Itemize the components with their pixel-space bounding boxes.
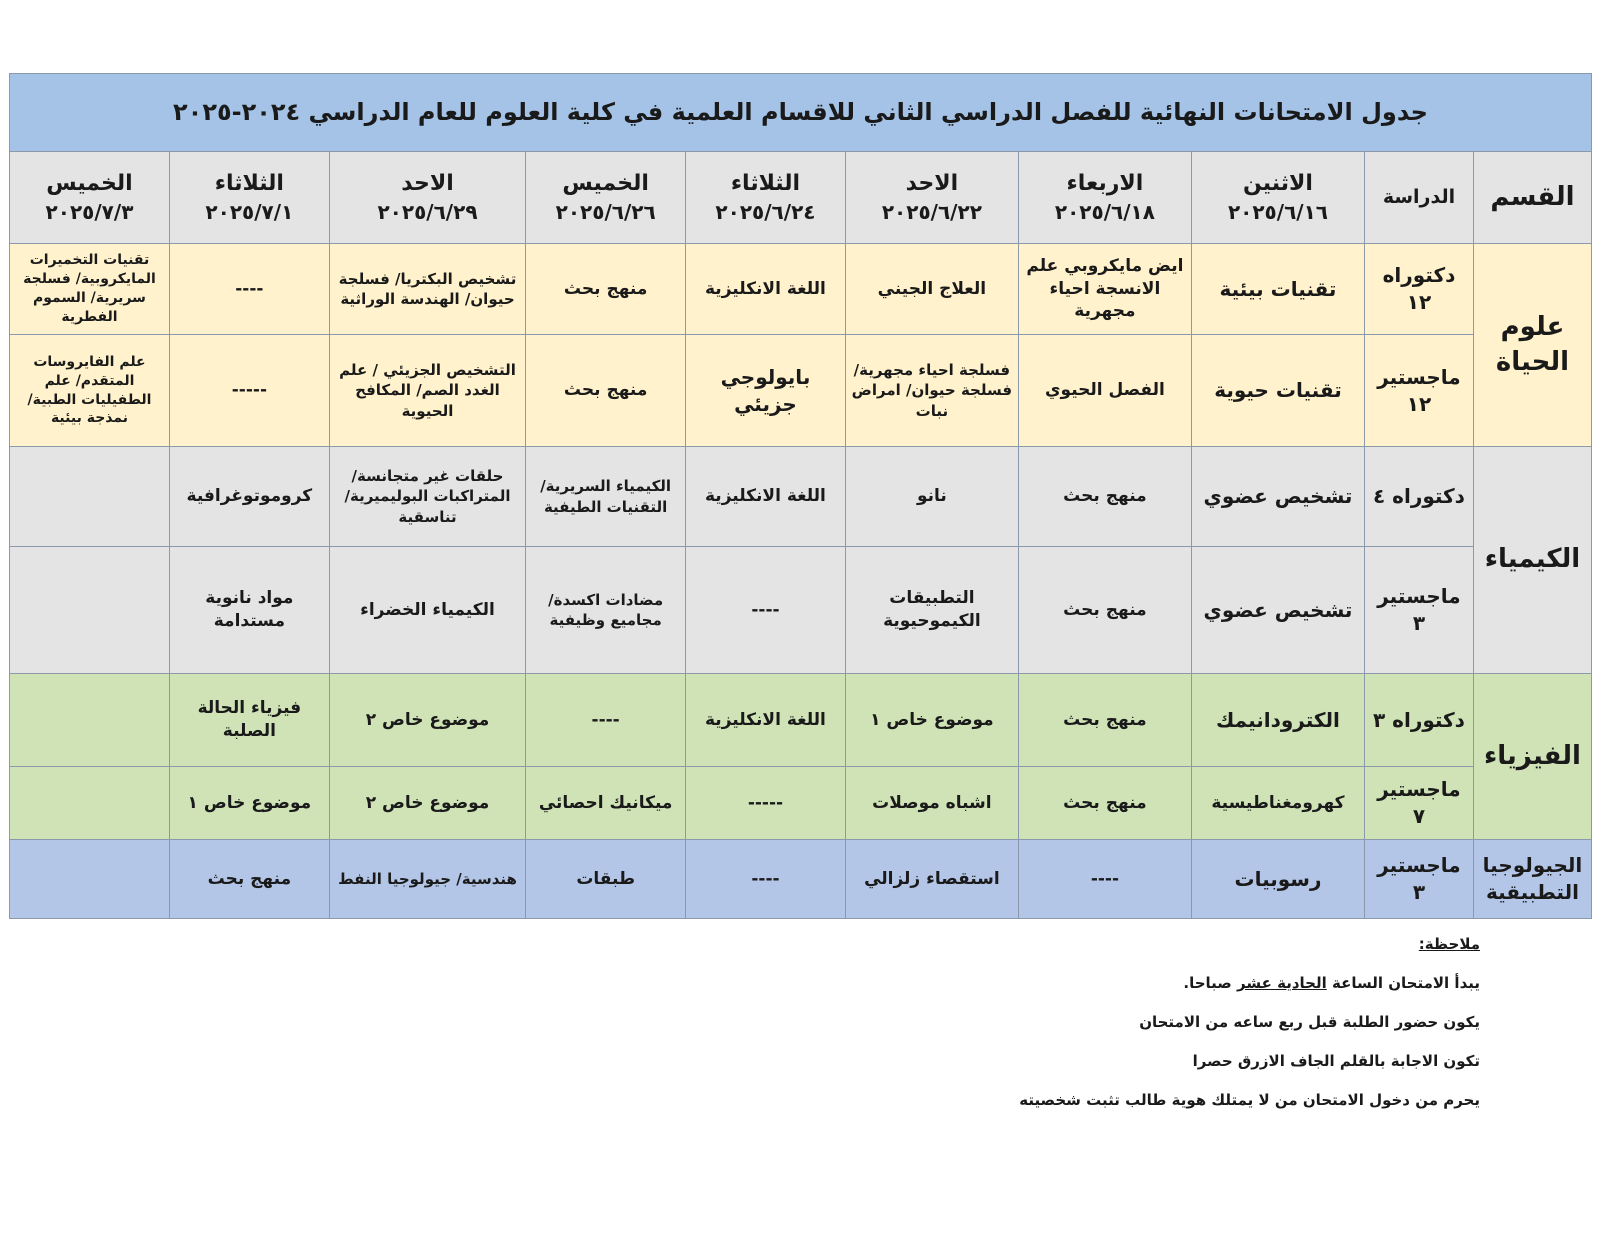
exam-cell: منهج بحث bbox=[1018, 547, 1191, 674]
exam-cell bbox=[10, 674, 170, 767]
note-line: تكون الاجابة بالقلم الجاف الازرق حصرا bbox=[1192, 1052, 1480, 1070]
note-text: صباحا. bbox=[1183, 974, 1232, 992]
day-header: الثلاثاء ٢٠٢٥/٧/١ bbox=[169, 152, 329, 244]
study-level: دكتوراه ١٢ bbox=[1365, 244, 1474, 335]
dept-life-sciences: علوم الحياة bbox=[1473, 244, 1591, 447]
day-header: الاحد ٢٠٢٥/٦/٢٩ bbox=[329, 152, 525, 244]
exam-cell: منهج بحث bbox=[526, 244, 686, 335]
exam-cell: بايولوجي جزيئي bbox=[686, 335, 846, 447]
exam-cell: مواد نانوية مستدامة bbox=[169, 547, 329, 674]
dept-chemistry: الكيمياء bbox=[1473, 447, 1591, 674]
exam-cell: ---- bbox=[686, 840, 846, 919]
exam-cell bbox=[10, 447, 170, 547]
exam-cell bbox=[10, 547, 170, 674]
exam-cell: كهرومغناطيسية bbox=[1191, 767, 1364, 840]
exam-cell: الكيمياء الخضراء bbox=[329, 547, 525, 674]
exam-cell: الكيمياء السريرية/ التقنيات الطيفية bbox=[526, 447, 686, 547]
exam-cell: الفصل الحيوي bbox=[1018, 335, 1191, 447]
table-row bbox=[10, 840, 1592, 919]
exam-cell: ----- bbox=[169, 335, 329, 447]
schedule-title: جدول الامتحانات النهائية للفصل الدراسي الثاني للاقسام العلمية في كلية العلوم للعام الدراسي ٢٠٢٤-٢٠٢٥ bbox=[10, 74, 1592, 152]
exam-cell: منهج بحث bbox=[169, 840, 329, 919]
exam-cell: تقنيات التخميرات المايكروبية/ فسلجة سريرية/ السموم الفطرية bbox=[10, 244, 170, 335]
note-line bbox=[1019, 974, 1480, 1013]
exam-cell: ميكانيك احصائي bbox=[526, 767, 686, 840]
exam-cell: موضوع خاص ٢ bbox=[329, 767, 525, 840]
table-row bbox=[10, 674, 1592, 767]
exam-cell: اللغة الانكليزية bbox=[686, 674, 846, 767]
notes-heading: ملاحظة: bbox=[1418, 935, 1480, 953]
exam-cell: مضادات اكسدة/ مجاميع وظيفية bbox=[526, 547, 686, 674]
note-highlight: الحادية عشر bbox=[1237, 974, 1327, 992]
table-row bbox=[10, 547, 1592, 674]
exam-cell: منهج بحث bbox=[1018, 674, 1191, 767]
exam-cell: موضوع خاص ١ bbox=[845, 674, 1018, 767]
dept-header: القسم bbox=[1473, 152, 1591, 244]
day-header: الاحد ٢٠٢٥/٦/٢٢ bbox=[845, 152, 1018, 244]
exam-cell: استقصاء زلزالي bbox=[845, 840, 1018, 919]
exam-cell: منهج بحث bbox=[1018, 767, 1191, 840]
exam-cell bbox=[10, 767, 170, 840]
exam-schedule-table bbox=[9, 73, 1592, 919]
header-row bbox=[10, 152, 1592, 244]
exam-cell: نانو bbox=[845, 447, 1018, 547]
note-text: يبدأ الامتحان الساعة bbox=[1332, 974, 1480, 992]
exam-cell: ---- bbox=[1018, 840, 1191, 919]
exam-cell: كروموتوغرافية bbox=[169, 447, 329, 547]
table-row bbox=[10, 767, 1592, 840]
study-level: ماجستير ٣ bbox=[1365, 840, 1474, 919]
study-level: ماجستير ٧ bbox=[1365, 767, 1474, 840]
exam-cell: منهج بحث bbox=[526, 335, 686, 447]
table-row bbox=[10, 447, 1592, 547]
exam-cell: ---- bbox=[686, 547, 846, 674]
study-level: دكتوراه ٣ bbox=[1365, 674, 1474, 767]
dept-applied-geology: الجيولوجيا التطبيقية bbox=[1473, 840, 1591, 919]
dept-physics: الفيزياء bbox=[1473, 674, 1591, 840]
note-line: يحرم من دخول الامتحان من لا يمتلك هوية طالب تثبت شخصيته bbox=[1019, 1091, 1480, 1109]
exam-cell: التشخيص الجزيئي / علم الغدد الصم/ المكافح الحيوية bbox=[329, 335, 525, 447]
exam-cell: ---- bbox=[169, 244, 329, 335]
exam-cell: موضوع خاص ٢ bbox=[329, 674, 525, 767]
exam-cell: ايض مايكروبي علم الانسجة احياء مجهرية bbox=[1018, 244, 1191, 335]
exam-cell: تقنيات حيوية bbox=[1191, 335, 1364, 447]
day-header: الاثنين ٢٠٢٥/٦/١٦ bbox=[1191, 152, 1364, 244]
table-row bbox=[10, 335, 1592, 447]
exam-cell: ----- bbox=[686, 767, 846, 840]
exam-cell: طبقات bbox=[526, 840, 686, 919]
day-header: الاربعاء ٢٠٢٥/٦/١٨ bbox=[1018, 152, 1191, 244]
exam-cell: تشخيص البكتريا/ فسلجة حيوان/ الهندسة الوراثية bbox=[329, 244, 525, 335]
study-level: ماجستير ١٢ bbox=[1365, 335, 1474, 447]
table-row bbox=[10, 244, 1592, 335]
exam-cell: موضوع خاص ١ bbox=[169, 767, 329, 840]
exam-cell: هندسية/ جيولوجيا النفط bbox=[329, 840, 525, 919]
exam-cell: اشباه موصلات bbox=[845, 767, 1018, 840]
exam-cell: التطبيقات الكيموحيوية bbox=[845, 547, 1018, 674]
study-level: دكتوراه ٤ bbox=[1365, 447, 1474, 547]
day-header: الثلاثاء ٢٠٢٥/٦/٢٤ bbox=[686, 152, 846, 244]
exam-cell: العلاج الجيني bbox=[845, 244, 1018, 335]
day-header: الخميس ٢٠٢٥/٧/٣ bbox=[10, 152, 170, 244]
exam-cell: ---- bbox=[526, 674, 686, 767]
day-header: الخميس ٢٠٢٥/٦/٢٦ bbox=[526, 152, 686, 244]
study-level: ماجستير ٣ bbox=[1365, 547, 1474, 674]
exam-cell: اللغة الانكليزية bbox=[686, 244, 846, 335]
exam-cell: حلقات غير متجانسة/ المتراكبات البوليميرية/ تناسقية bbox=[329, 447, 525, 547]
note-line: يكون حضور الطلبة قبل ربع ساعه من الامتحان bbox=[1139, 1013, 1480, 1031]
exam-cell: منهج بحث bbox=[1018, 447, 1191, 547]
exam-cell: تقنيات بيئية bbox=[1191, 244, 1364, 335]
exam-cell: تشخيص عضوي bbox=[1191, 547, 1364, 674]
exam-cell: فيزياء الحالة الصلبة bbox=[169, 674, 329, 767]
exam-cell: فسلجة احياء مجهرية/ فسلجة حيوان/ امراض نبات bbox=[845, 335, 1018, 447]
exam-cell: الكترودانيمك bbox=[1191, 674, 1364, 767]
notes-section bbox=[1019, 935, 1480, 1130]
exam-cell bbox=[10, 840, 170, 919]
exam-cell: علم الفايروسات المتقدم/ علم الطفيليات الطبية/ نمذجة بيئية bbox=[10, 335, 170, 447]
exam-cell: رسوبيات bbox=[1191, 840, 1364, 919]
study-header: الدراسة bbox=[1365, 152, 1474, 244]
exam-cell: اللغة الانكليزية bbox=[686, 447, 846, 547]
exam-cell: تشخيص عضوي bbox=[1191, 447, 1364, 547]
